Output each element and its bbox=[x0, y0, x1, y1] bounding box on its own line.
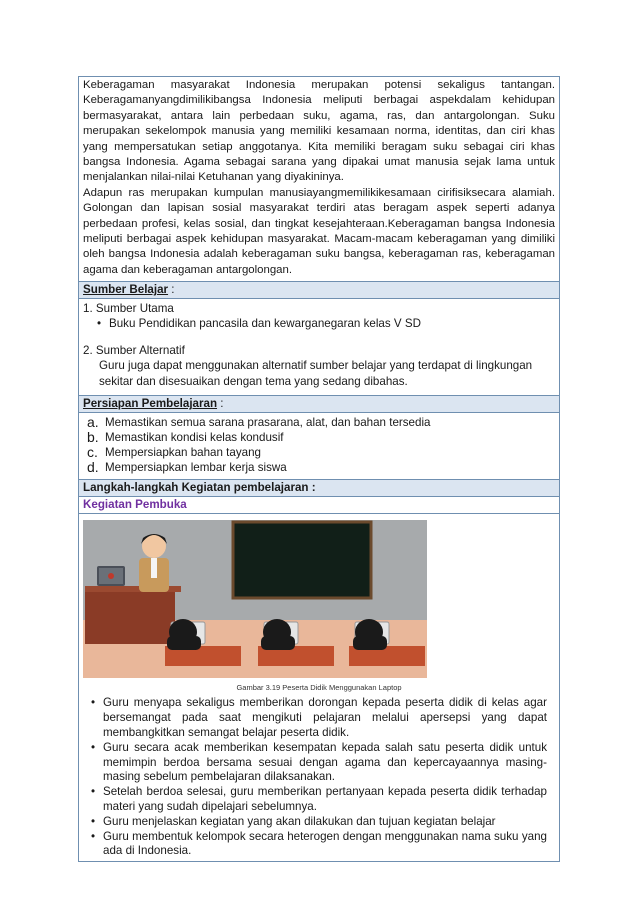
list-item bbox=[83, 445, 555, 460]
item-text: Guru menyapa sekaligus memberikan dorongan kepada peserta didik di kelas agar bersemangat pada saat mengikuti pelajaran melalui apersepsi yang dapat membangkitkan semangat belajar peserta didik. bbox=[103, 696, 547, 740]
sumber-utama-label: 1. Sumber Utama bbox=[83, 302, 174, 316]
sumber-utama-item: Buku Pendidikan pancasila dan kewarganegaran kelas V SD bbox=[109, 317, 421, 331]
intro-paragraph-1: Keberagaman masyarakat Indonesia merupakan potensi sekaligus tantangan. Keberagamanyangdimilikibangsa Indonesia meliputi berbagai aspekdalam kehidupan bermasyarakat, antara lain perbedaan suku, agama, ras, dan antargolongan. Suku merupakan sekelompok manusia yang memiliki kesamaan norma, identitas, dan ciri khas yang mempersatukan setiap anggotanya. Kita memiliki beragam suku sebagai ciri khas bangsa Indonesia. Agama sebagai sarana yang dipakai umat manusia sejak lama untuk menjalankan nilai-nilai Ketuhanan yang diyakininya. bbox=[83, 79, 555, 184]
list-item bbox=[83, 415, 555, 430]
item-letter: a. bbox=[87, 414, 99, 431]
intro-cell bbox=[79, 77, 559, 282]
langkah-title: Langkah-langkah Kegiatan pembelajaran : bbox=[83, 481, 316, 495]
list-item bbox=[83, 316, 555, 331]
list-item bbox=[83, 460, 555, 475]
list-item bbox=[83, 785, 555, 815]
bullet-icon: • bbox=[90, 785, 96, 799]
persiapan-title: Persiapan Pembelajaran bbox=[83, 397, 218, 411]
bullet-icon: • bbox=[90, 696, 96, 710]
intro-paragraph-2: Adapun ras merupakan kumpulan manusiayangmemilikikesamaan cirifisiksecara alamiah. Golongan dan lapisan sosial masyarakat terdiri atas beragam aspek seperti adanya perbedaan profesi, kelas sosial, dan tingkat kesejahteraan.Keberagaman bangsa Indonesia meliputi berbagai aspek kehidupan masyarakat. Macam-macam keberagaman yang dimiliki oleh bangsa Indonesia adalah keberagaman suku bangsa, keberagaman ras, keberagaman agama dan keberagaman antargolongan. bbox=[83, 186, 555, 276]
list-item bbox=[83, 815, 555, 830]
item-text: Guru membentuk kelompok secara heterogen dengan menggunakan nama suku yang ada di Indonesia. bbox=[103, 829, 547, 858]
persiapan-cell bbox=[79, 413, 559, 480]
list-item bbox=[83, 741, 555, 785]
sumber-belajar-header bbox=[79, 282, 559, 299]
sumber-belajar-cell bbox=[79, 299, 559, 396]
figure-caption: Gambar 3.19 Peserta Didik Menggunakan Laptop bbox=[236, 683, 402, 693]
langkah-header bbox=[79, 480, 559, 497]
item-text: Memastikan kondisi kelas kondusif bbox=[105, 431, 284, 445]
item-text: Guru menjelaskan kegiatan yang akan dilakukan dan tujuan kegiatan belajar bbox=[103, 814, 496, 828]
list-item bbox=[83, 430, 555, 445]
lesson-plan-table bbox=[78, 76, 560, 862]
item-text: Memastikan semua sarana prasarana, alat, dan bahan tersedia bbox=[105, 416, 431, 430]
sumber-alternatif-label: 2. Sumber Alternatif bbox=[83, 344, 185, 358]
persiapan-header bbox=[79, 396, 559, 413]
item-letter: b. bbox=[87, 429, 99, 446]
sumber-belajar-title: Sumber Belajar bbox=[83, 283, 169, 297]
kegiatan-pembuka-title: Kegiatan Pembuka bbox=[79, 497, 559, 514]
sumber-alternatif-text: Guru juga dapat menggunakan alternatif sumber belajar yang terdapat di lingkungan sekitar dan disesuaikan dengan tema yang sedang dibahas. bbox=[99, 359, 533, 388]
item-letter: c. bbox=[87, 444, 98, 461]
item-text: Guru secara acak memberikan kesempatan kepada salah satu peserta didik untuk memimpin berdoa bersama sesuai dengan agama dan kepercayaannya masing-masing sebelum pembelajaran dilaksanakan. bbox=[103, 740, 547, 784]
item-text: Mempersiapkan bahan tayang bbox=[105, 446, 261, 460]
item-text: Mempersiapkan lembar kerja siswa bbox=[105, 461, 287, 475]
list-item bbox=[83, 830, 555, 860]
bullet-icon: • bbox=[90, 740, 96, 754]
sumber-colon: : bbox=[168, 283, 175, 297]
item-text: Setelah berdoa selesai, guru memberikan pertanyaan kepada peserta didik terhadap materi yang sudah dipelajari sebelumnya. bbox=[103, 785, 547, 814]
list-item bbox=[83, 696, 555, 740]
bullet-icon: • bbox=[90, 814, 96, 828]
classroom-illustration bbox=[83, 520, 427, 678]
bullet-icon: • bbox=[96, 317, 102, 331]
kegiatan-pembuka-cell bbox=[79, 514, 559, 861]
persiapan-colon: : bbox=[217, 397, 224, 411]
item-letter: d. bbox=[87, 459, 99, 476]
bullet-icon: • bbox=[90, 829, 96, 843]
